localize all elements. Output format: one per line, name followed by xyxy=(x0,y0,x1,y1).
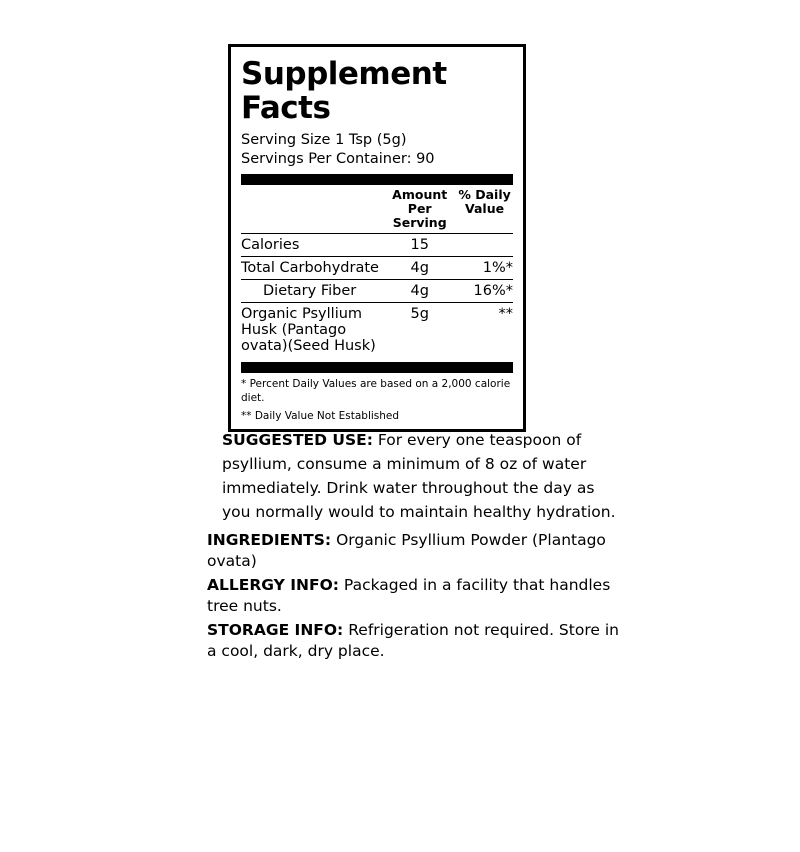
supplement-facts-panel xyxy=(228,44,526,432)
header-amount-line2: Serving xyxy=(392,215,447,230)
header-dv-line1: % Daily xyxy=(458,187,511,202)
footnote-daily-values: * Percent Daily Values are based on a 2,000 calorie diet. xyxy=(241,378,511,404)
header-blank xyxy=(241,185,383,234)
ingredients-block xyxy=(207,530,627,572)
thick-divider-bottom xyxy=(241,362,513,373)
table-row xyxy=(241,257,513,280)
table-row xyxy=(241,280,513,303)
product-info-text xyxy=(207,428,627,662)
row-daily-value: 16%* xyxy=(456,280,513,303)
header-daily-value xyxy=(456,185,513,234)
ingredient-name: Organic Psyllium Husk (Pantago ovata)(Seed Husk) xyxy=(241,303,383,358)
row-daily-value xyxy=(456,234,513,257)
suggested-use-label: SUGGESTED USE: xyxy=(222,431,373,449)
row-amount: 15 xyxy=(383,234,456,257)
row-amount: 4g xyxy=(383,257,456,280)
suggested-use-block xyxy=(207,428,627,524)
row-amount: 4g xyxy=(383,280,456,303)
allergy-info-text: Packaged in a facility that handles tree nuts. xyxy=(207,576,611,615)
servings-per-container: Servings Per Container: 90 xyxy=(241,151,435,167)
ingredient-row xyxy=(241,303,513,358)
row-name: Dietary Fiber xyxy=(241,280,383,303)
allergy-info-block xyxy=(207,575,627,617)
header-dv-line2: Value xyxy=(465,201,505,216)
allergy-info-label: ALLERGY INFO: xyxy=(207,576,339,594)
panel-title: Supplement Facts xyxy=(241,56,447,126)
serving-size: Serving Size 1 Tsp (5g) xyxy=(241,132,407,148)
row-daily-value: 1%* xyxy=(456,257,513,280)
ingredients-label: INGREDIENTS: xyxy=(207,531,332,549)
table-header-row xyxy=(241,185,513,234)
row-name: Total Carbohydrate xyxy=(241,257,383,280)
row-name: Calories xyxy=(241,234,383,257)
nutrition-table xyxy=(241,185,513,357)
storage-info-block xyxy=(207,620,627,662)
header-amount-per-serving xyxy=(383,185,456,234)
suggested-use-text: For every one teaspoon of psyllium, consume a minimum of 8 oz of water immediately. Drink water throughout the day as you normally would to maintain healthy hydration. xyxy=(222,431,616,521)
header-amount-line1: Amount Per xyxy=(392,187,448,216)
storage-info-text: Refrigeration not required. Store in a cool, dark, dry place. xyxy=(207,621,619,660)
ingredient-amount: 5g xyxy=(383,303,456,358)
ingredients-text: Organic Psyllium Powder (Plantago ovata) xyxy=(207,531,606,570)
footnote-not-established: ** Daily Value Not Established xyxy=(241,410,400,422)
table-row xyxy=(241,234,513,257)
ingredient-daily-value: ** xyxy=(456,303,513,358)
storage-info-label: STORAGE INFO: xyxy=(207,621,344,639)
thick-divider-top xyxy=(241,174,513,185)
